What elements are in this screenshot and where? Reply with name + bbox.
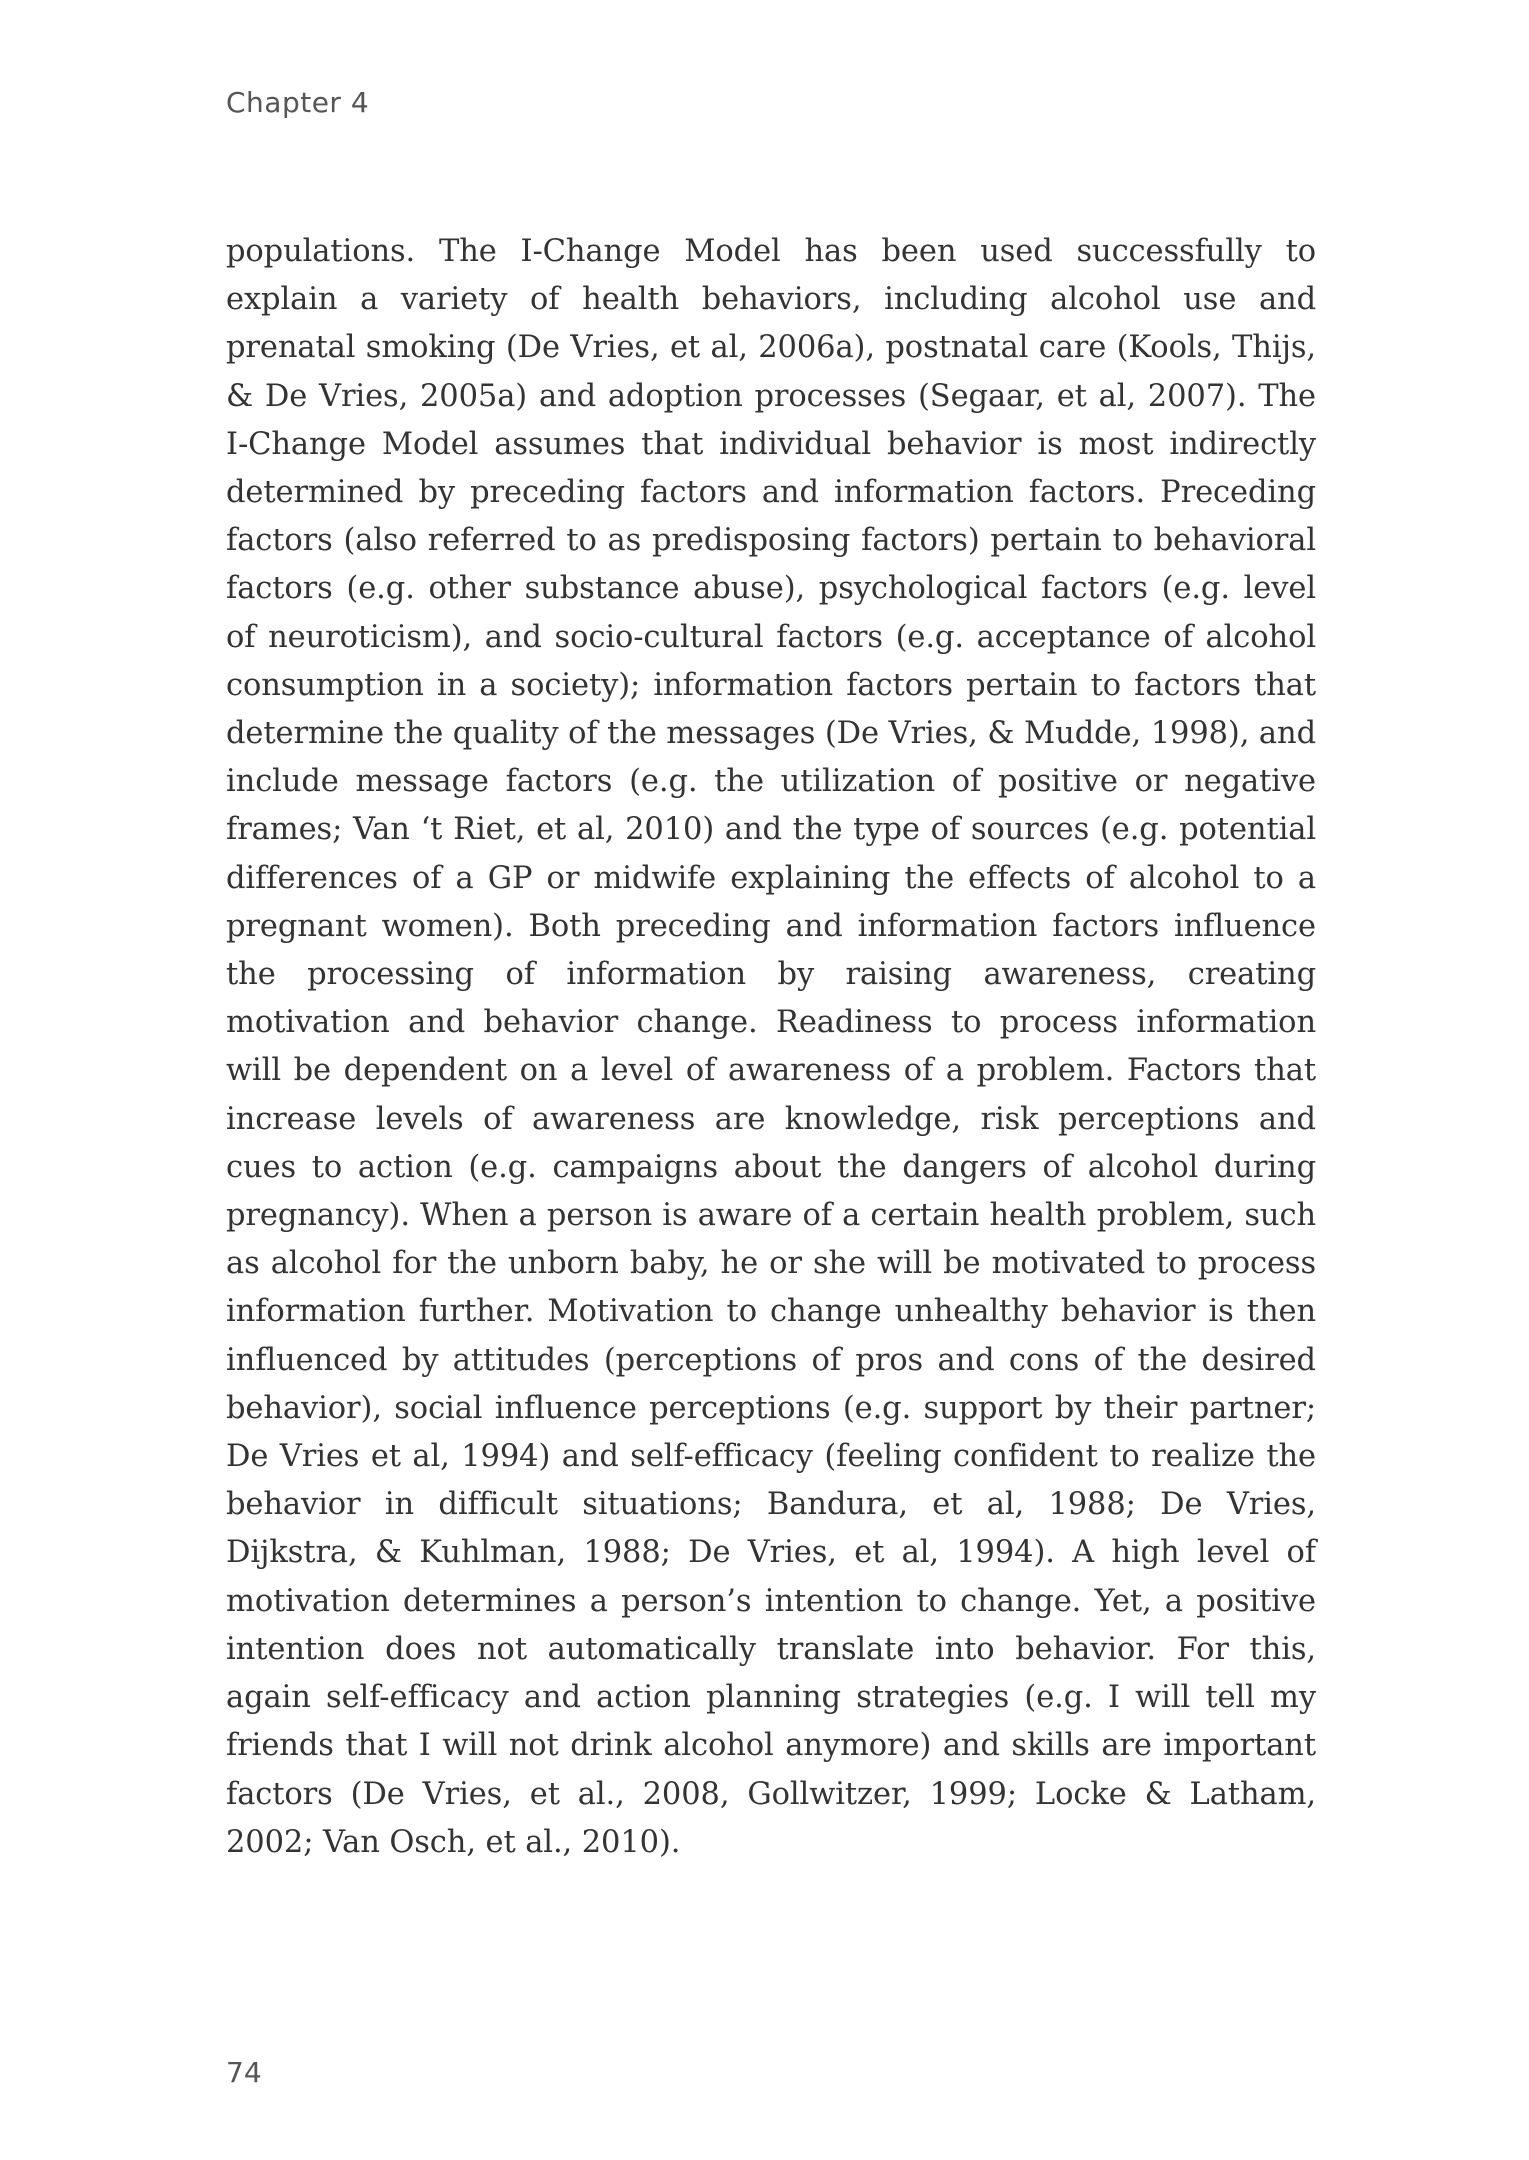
page-number: 74 (226, 2056, 262, 2089)
body-paragraph: populations. The I-Change Model has been used successfully to explain a variety of health behaviors, including alcohol use and prenatal smoking (De Vries, et al, 2006a), postnatal care (Kools, Thijs, & De Vries, 2005a) and adoption processes (Segaar, et al, 2007). The I-Change Model assumes that individual behavior is most indirectly determined by preceding factors and information factors. Preceding factors (also referred to as predisposing factors) pertain to behavioral factors (e.g. other substance abuse), psychological factors (e.g. level of neuroticism), and socio-cultural factors (e.g. acceptance of alcohol consumption in a society); information factors pertain to factors that determine the quality of the messages (De Vries, & Mudde, 1998), and include message factors (e.g. the utilization of positive or negative frames; Van ‘t Riet, et al, 2010) and the type of sources (e.g. potential differences of a GP or midwife explaining the effects of alcohol to a pregnant women). Both preceding and information factors influence the processing of information by raising awareness, creating motivation and behavior change. Readiness to process information will be dependent on a level of awareness of a problem. Factors that increase levels of awareness are knowledge, risk perceptions and cues to action (e.g. campaigns about the dangers of alcohol during pregnancy). When a person is aware of a certain health problem, such as alcohol for the unborn baby, he or she will be motivated to process information further. Motivation to change unhealthy behavior is then influenced by attitudes (perceptions of pros and cons of the desired behavior), social influence perceptions (e.g. support by their partner; De Vries et al, 1994) and self-efficacy (feeling confident to realize the behavior in difficult situations; Bandura, et al, 1988; De Vries, Dijkstra, & Kuhlman, 1988; De Vries, et al, 1994). A high level of motivation determines a person’s intention to change. Yet, a positive intention does not automatically translate into behavior. For this, again self-efficacy and action planning strategies (e.g. I will tell my friends that I will not drink alcohol anymore) and skills are important factors (De Vries, et al., 2008, Gollwitzer, 1999; Locke & Latham, 2002; Van Osch, et al., 2010). (226, 234, 1316, 1860)
running-header: Chapter 4 (226, 86, 370, 119)
